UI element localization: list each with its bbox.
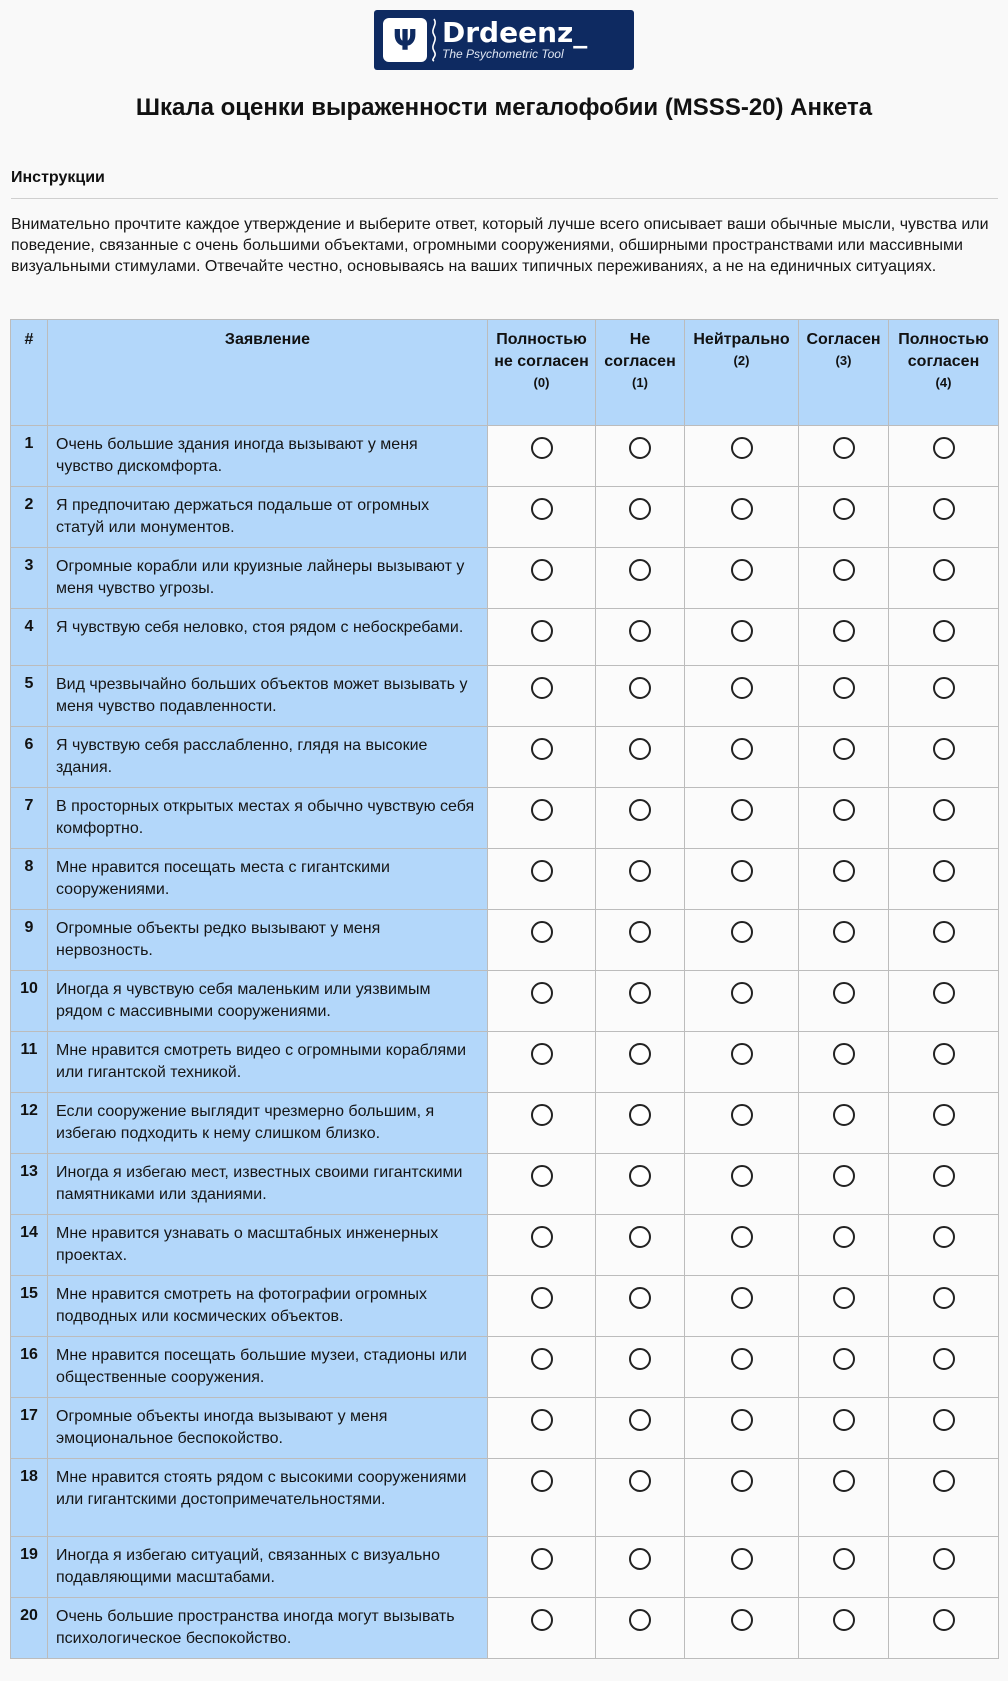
response-radio-3[interactable] (833, 1548, 855, 1570)
response-radio-0[interactable] (531, 738, 553, 760)
response-radio-0[interactable] (531, 1348, 553, 1370)
response-radio-2[interactable] (731, 1287, 753, 1309)
response-cell (799, 1032, 889, 1093)
item-statement: Огромные объекты редко вызывают у меня нервозность. (48, 910, 488, 971)
response-radio-4[interactable] (933, 1226, 955, 1248)
response-radio-4[interactable] (933, 1165, 955, 1187)
number-column-header: # (11, 320, 48, 426)
response-radio-2[interactable] (731, 559, 753, 581)
item-number: 4 (11, 609, 48, 666)
response-cell (596, 548, 685, 609)
response-cell (596, 666, 685, 727)
response-radio-0[interactable] (531, 1409, 553, 1431)
response-cell (488, 788, 596, 849)
option-score: (4) (935, 375, 952, 390)
response-radio-3[interactable] (833, 860, 855, 882)
response-cell (596, 1215, 685, 1276)
response-radio-0[interactable] (531, 1226, 553, 1248)
response-cell (799, 1154, 889, 1215)
response-cell (488, 1459, 596, 1537)
response-radio-1[interactable] (629, 860, 651, 882)
response-cell (596, 1337, 685, 1398)
response-cell (685, 727, 799, 788)
response-cell (889, 426, 999, 487)
response-radio-0[interactable] (531, 1043, 553, 1065)
response-cell (488, 1337, 596, 1398)
response-radio-0[interactable] (531, 620, 553, 642)
option-score: (2) (733, 353, 750, 368)
table-row (11, 1537, 999, 1598)
response-radio-1[interactable] (629, 498, 651, 520)
response-cell (799, 971, 889, 1032)
response-cell (685, 849, 799, 910)
item-number: 20 (11, 1598, 48, 1659)
response-radio-3[interactable] (833, 677, 855, 699)
item-number: 8 (11, 849, 48, 910)
response-cell (799, 788, 889, 849)
response-radio-3[interactable] (833, 437, 855, 459)
response-radio-4[interactable] (933, 1548, 955, 1570)
response-cell (685, 1459, 799, 1537)
item-number: 17 (11, 1398, 48, 1459)
response-radio-3[interactable] (833, 1226, 855, 1248)
response-cell (488, 609, 596, 666)
item-statement: Иногда я избегаю мест, известных своими гигантскими памятниками или зданиями. (48, 1154, 488, 1215)
response-radio-3[interactable] (833, 498, 855, 520)
instructions-text: Внимательно прочтите каждое утверждение и выберите ответ, который лучше всего описывает ваши обычные мысли, чувства или поведение, связанные с очень большими объектами, огромными сооружениями, обширными пространствами или массивными визуальными стимулами. Отвечайте честно, основываясь на ваших типичных переживаниях, а не на единичных ситуациях. (11, 216, 989, 275)
response-cell (685, 1093, 799, 1154)
item-statement: Я чувствую себя расслабленно, глядя на высокие здания. (48, 727, 488, 788)
response-radio-0[interactable] (531, 559, 553, 581)
instructions-heading: Инструкции (11, 169, 105, 186)
response-cell (685, 1537, 799, 1598)
response-radio-2[interactable] (731, 982, 753, 1004)
response-radio-3[interactable] (833, 1287, 855, 1309)
response-radio-4[interactable] (933, 1348, 955, 1370)
response-radio-1[interactable] (629, 1548, 651, 1570)
response-radio-2[interactable] (731, 860, 753, 882)
response-cell (889, 1459, 999, 1537)
response-radio-4[interactable] (933, 921, 955, 943)
table-header-row (11, 320, 999, 426)
response-radio-2[interactable] (731, 1609, 753, 1631)
item-number: 15 (11, 1276, 48, 1337)
response-radio-2[interactable] (731, 1470, 753, 1492)
response-cell (488, 426, 596, 487)
response-cell (799, 1537, 889, 1598)
response-cell (889, 910, 999, 971)
item-statement: Очень большие здания иногда вызывают у меня чувство дискомфорта. (48, 426, 488, 487)
response-radio-3[interactable] (833, 559, 855, 581)
item-statement: Мне нравится посещать места с гигантскими сооружениями. (48, 849, 488, 910)
psi-logo-icon: Ψ (383, 18, 427, 62)
item-number: 3 (11, 548, 48, 609)
response-cell (889, 1215, 999, 1276)
option-label: Не согласен (604, 331, 676, 370)
response-cell (889, 727, 999, 788)
response-cell (596, 971, 685, 1032)
item-number: 18 (11, 1459, 48, 1537)
response-radio-3[interactable] (833, 921, 855, 943)
response-radio-0[interactable] (531, 1609, 553, 1631)
logo-text (442, 16, 588, 61)
item-statement: Мне нравится посещать большие музеи, стадионы или общественные сооружения. (48, 1337, 488, 1398)
response-radio-2[interactable] (731, 1409, 753, 1431)
response-cell (596, 426, 685, 487)
response-cell (799, 609, 889, 666)
response-radio-1[interactable] (629, 677, 651, 699)
response-cell (488, 1032, 596, 1093)
response-radio-3[interactable] (833, 799, 855, 821)
item-statement: Я чувствую себя неловко, стоя рядом с небоскребами. (48, 609, 488, 666)
response-cell (799, 849, 889, 910)
response-cell (488, 666, 596, 727)
table-row (11, 1154, 999, 1215)
response-cell (596, 1154, 685, 1215)
response-cell (799, 548, 889, 609)
response-radio-1[interactable] (629, 921, 651, 943)
item-number: 7 (11, 788, 48, 849)
response-radio-3[interactable] (833, 1609, 855, 1631)
response-cell (685, 1398, 799, 1459)
response-radio-4[interactable] (933, 860, 955, 882)
response-radio-1[interactable] (629, 620, 651, 642)
response-cell (488, 1093, 596, 1154)
option-header-3 (799, 320, 889, 426)
response-cell (799, 666, 889, 727)
response-cell (685, 788, 799, 849)
response-cell (799, 1337, 889, 1398)
response-cell (596, 727, 685, 788)
response-cell (685, 426, 799, 487)
response-radio-4[interactable] (933, 559, 955, 581)
response-radio-1[interactable] (629, 1043, 651, 1065)
response-cell (685, 971, 799, 1032)
response-cell (685, 1276, 799, 1337)
response-cell (889, 1537, 999, 1598)
response-radio-4[interactable] (933, 677, 955, 699)
response-radio-4[interactable] (933, 437, 955, 459)
response-cell (889, 1276, 999, 1337)
option-label: Согласен (806, 331, 881, 348)
response-radio-0[interactable] (531, 677, 553, 699)
item-statement: Мне нравится узнавать о масштабных инженерных проектах. (48, 1215, 488, 1276)
item-statement: Мне нравится смотреть на фотографии огромных подводных или космических объектов. (48, 1276, 488, 1337)
logo-banner (374, 10, 634, 70)
response-radio-0[interactable] (531, 1165, 553, 1187)
table-row (11, 1032, 999, 1093)
table-row (11, 609, 999, 666)
response-cell (488, 910, 596, 971)
response-radio-0[interactable] (531, 437, 553, 459)
questionnaire-table (10, 319, 999, 1659)
response-radio-0[interactable] (531, 1470, 553, 1492)
response-cell (889, 1032, 999, 1093)
logo-name: Drdeenz_ (442, 16, 588, 49)
table-row (11, 1215, 999, 1276)
item-number: 5 (11, 666, 48, 727)
response-cell (889, 849, 999, 910)
response-radio-2[interactable] (731, 437, 753, 459)
response-radio-3[interactable] (833, 620, 855, 642)
response-radio-3[interactable] (833, 982, 855, 1004)
response-radio-3[interactable] (833, 1104, 855, 1126)
option-header-4 (889, 320, 999, 426)
squiggle-icon (430, 17, 438, 63)
option-label: Полностью не согласен (494, 331, 589, 370)
item-statement: Иногда я избегаю ситуаций, связанных с визуально подавляющими масштабами. (48, 1537, 488, 1598)
option-header-1 (596, 320, 685, 426)
item-statement: В просторных открытых местах я обычно чувствую себя комфортно. (48, 788, 488, 849)
response-radio-0[interactable] (531, 498, 553, 520)
response-cell (596, 849, 685, 910)
response-cell (488, 971, 596, 1032)
table-row (11, 1398, 999, 1459)
response-radio-0[interactable] (531, 921, 553, 943)
option-score: (0) (533, 375, 550, 390)
option-label: Полностью согласен (898, 331, 989, 370)
response-cell (799, 426, 889, 487)
response-cell (889, 1093, 999, 1154)
response-cell (799, 487, 889, 548)
item-number: 10 (11, 971, 48, 1032)
item-number: 9 (11, 910, 48, 971)
table-row (11, 487, 999, 548)
option-header-2 (685, 320, 799, 426)
response-cell (488, 1598, 596, 1659)
response-radio-1[interactable] (629, 799, 651, 821)
response-cell (889, 666, 999, 727)
table-row (11, 426, 999, 487)
option-score: (3) (835, 353, 852, 368)
response-cell (685, 910, 799, 971)
response-cell (596, 1459, 685, 1537)
response-cell (889, 548, 999, 609)
response-cell (596, 910, 685, 971)
option-label: Нейтрально (693, 331, 790, 348)
response-cell (889, 971, 999, 1032)
response-radio-1[interactable] (629, 738, 651, 760)
response-radio-3[interactable] (833, 738, 855, 760)
response-cell (685, 487, 799, 548)
response-radio-2[interactable] (731, 1548, 753, 1570)
response-cell (685, 548, 799, 609)
item-statement: Огромные объекты иногда вызывают у меня эмоциональное беспокойство. (48, 1398, 488, 1459)
response-cell (685, 609, 799, 666)
response-cell (488, 548, 596, 609)
table-row (11, 849, 999, 910)
response-cell (596, 1276, 685, 1337)
item-statement: Мне нравится стоять рядом с высокими сооружениями или гигантскими достопримечательностями. (48, 1459, 488, 1537)
response-radio-3[interactable] (833, 1348, 855, 1370)
item-statement: Очень большие пространства иногда могут вызывать психологическое беспокойство. (48, 1598, 488, 1659)
response-radio-2[interactable] (731, 1104, 753, 1126)
response-cell (685, 1154, 799, 1215)
response-radio-3[interactable] (833, 1165, 855, 1187)
response-radio-4[interactable] (933, 1287, 955, 1309)
response-radio-2[interactable] (731, 1226, 753, 1248)
response-radio-1[interactable] (629, 1470, 651, 1492)
table-row (11, 1093, 999, 1154)
response-radio-1[interactable] (629, 1287, 651, 1309)
item-number: 11 (11, 1032, 48, 1093)
item-statement: Вид чрезвычайно больших объектов может вызывать у меня чувство подавленности. (48, 666, 488, 727)
response-radio-4[interactable] (933, 982, 955, 1004)
response-radio-0[interactable] (531, 799, 553, 821)
response-radio-2[interactable] (731, 1348, 753, 1370)
response-cell (488, 487, 596, 548)
response-radio-4[interactable] (933, 1470, 955, 1492)
response-cell (596, 1032, 685, 1093)
statement-column-header: Заявление (48, 320, 488, 426)
table-row (11, 1337, 999, 1398)
response-radio-4[interactable] (933, 1609, 955, 1631)
response-radio-2[interactable] (731, 620, 753, 642)
item-number: 2 (11, 487, 48, 548)
response-radio-1[interactable] (629, 1609, 651, 1631)
table-row (11, 1598, 999, 1659)
item-statement: Огромные корабли или круизные лайнеры вызывают у меня чувство угрозы. (48, 548, 488, 609)
response-cell (799, 1093, 889, 1154)
response-cell (596, 1598, 685, 1659)
response-radio-2[interactable] (731, 498, 753, 520)
response-radio-1[interactable] (629, 437, 651, 459)
response-cell (799, 1215, 889, 1276)
response-radio-1[interactable] (629, 1104, 651, 1126)
response-cell (596, 487, 685, 548)
response-radio-1[interactable] (629, 1226, 651, 1248)
response-radio-1[interactable] (629, 1409, 651, 1431)
response-radio-4[interactable] (933, 1043, 955, 1065)
response-radio-2[interactable] (731, 1043, 753, 1065)
response-cell (889, 1154, 999, 1215)
response-radio-4[interactable] (933, 1409, 955, 1431)
response-radio-4[interactable] (933, 738, 955, 760)
response-radio-2[interactable] (731, 921, 753, 943)
response-radio-1[interactable] (629, 1165, 651, 1187)
response-radio-2[interactable] (731, 1165, 753, 1187)
logo (374, 10, 634, 70)
table-row (11, 910, 999, 971)
logo-tagline: The Psychometric Tool (442, 47, 564, 61)
response-radio-2[interactable] (731, 677, 753, 699)
item-number: 1 (11, 426, 48, 487)
table-row (11, 788, 999, 849)
response-radio-0[interactable] (531, 860, 553, 882)
response-radio-3[interactable] (833, 1043, 855, 1065)
response-cell (889, 1337, 999, 1398)
item-number: 12 (11, 1093, 48, 1154)
item-number: 13 (11, 1154, 48, 1215)
response-cell (488, 1398, 596, 1459)
response-cell (596, 1537, 685, 1598)
response-cell (889, 609, 999, 666)
response-radio-1[interactable] (629, 559, 651, 581)
response-radio-4[interactable] (933, 799, 955, 821)
response-radio-0[interactable] (531, 1548, 553, 1570)
response-cell (596, 609, 685, 666)
response-cell (889, 788, 999, 849)
table-row (11, 666, 999, 727)
item-statement: Мне нравится смотреть видео с огромными кораблями или гигантской техникой. (48, 1032, 488, 1093)
response-radio-0[interactable] (531, 1287, 553, 1309)
response-cell (799, 727, 889, 788)
response-radio-1[interactable] (629, 982, 651, 1004)
response-cell (889, 487, 999, 548)
response-radio-4[interactable] (933, 1104, 955, 1126)
response-cell (685, 666, 799, 727)
item-statement: Я предпочитаю держаться подальше от огромных статуй или монументов. (48, 487, 488, 548)
response-cell (799, 1598, 889, 1659)
response-radio-2[interactable] (731, 799, 753, 821)
response-radio-2[interactable] (731, 738, 753, 760)
table-row (11, 548, 999, 609)
table-row (11, 1276, 999, 1337)
response-cell (685, 1215, 799, 1276)
response-cell (488, 849, 596, 910)
table-row (11, 727, 999, 788)
response-radio-0[interactable] (531, 982, 553, 1004)
item-number: 19 (11, 1537, 48, 1598)
response-cell (488, 1276, 596, 1337)
item-statement: Если сооружение выглядит чрезмерно большим, я избегаю подходить к нему слишком близко. (48, 1093, 488, 1154)
table-row (11, 1459, 999, 1537)
item-number: 16 (11, 1337, 48, 1398)
item-statement: Иногда я чувствую себя маленьким или уязвимым рядом с массивными сооружениями. (48, 971, 488, 1032)
response-cell (596, 1093, 685, 1154)
response-cell (685, 1032, 799, 1093)
response-cell (799, 1459, 889, 1537)
response-cell (596, 1398, 685, 1459)
response-cell (596, 788, 685, 849)
response-cell (685, 1598, 799, 1659)
response-cell (799, 1276, 889, 1337)
page-title: Шкала оценки выраженности мегалофобии (MSSS-20) Анкета (135, 94, 873, 121)
response-cell (488, 727, 596, 788)
response-cell (488, 1537, 596, 1598)
response-radio-0[interactable] (531, 1104, 553, 1126)
response-cell (799, 910, 889, 971)
item-number: 6 (11, 727, 48, 788)
option-score: (1) (632, 375, 648, 390)
item-number: 14 (11, 1215, 48, 1276)
table-row (11, 971, 999, 1032)
response-cell (889, 1598, 999, 1659)
response-radio-4[interactable] (933, 498, 955, 520)
response-radio-3[interactable] (833, 1409, 855, 1431)
response-radio-4[interactable] (933, 620, 955, 642)
response-cell (488, 1215, 596, 1276)
response-cell (488, 1154, 596, 1215)
response-radio-1[interactable] (629, 1348, 651, 1370)
response-radio-3[interactable] (833, 1470, 855, 1492)
response-cell (799, 1398, 889, 1459)
response-cell (889, 1398, 999, 1459)
option-header-0 (488, 320, 596, 426)
instructions-divider (11, 198, 998, 199)
response-cell (685, 1337, 799, 1398)
